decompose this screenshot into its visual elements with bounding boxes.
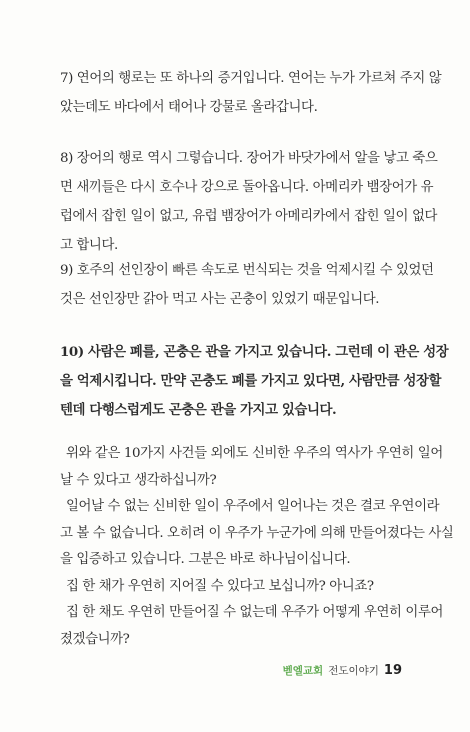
text-line: 위와 같은 10가지 사건들 외에도 신비한 우주의 역사가 우연히 일어	[66, 446, 443, 461]
text-line: 7) 연어의 행로는 또 하나의 증거입니다. 연어는 누가 가르쳐 주지 않	[60, 71, 442, 86]
page-footer	[283, 663, 402, 678]
paragraph-7	[60, 64, 442, 122]
series-title: 전도이야기	[328, 665, 379, 677]
text-line: 것은 선인장만 갉아 먹고 사는 곤충이 있었기 때문입니다.	[60, 292, 380, 307]
text-line: 고 합니다.	[60, 238, 118, 253]
text-line: 집 한 채가 우연히 지어질 수 있다고 보십니까? 아니죠?	[66, 578, 374, 594]
text-line: 럽에서 잡힌 일이 없고, 유럽 뱀장어가 아메리카에서 잡힌 일이 없다	[60, 209, 438, 224]
text-line: 9) 호주의 선인장이 빠른 속도로 번식되는 것을 억제시킬 수 있었던	[60, 263, 434, 278]
text-line: 을 억제시킵니다. 만약 곤충도 폐를 가지고 있다면, 사람만큼 성장할	[60, 373, 442, 389]
text-line: 집 한 채도 우연히 만들어질 수 없는데 우주가 어떻게 우연히 이루어	[66, 605, 444, 620]
paragraph-10	[60, 338, 449, 425]
text-line: 날 수 있다고 생각하십니까?	[60, 472, 217, 488]
paragraph-9	[60, 256, 434, 314]
text-line: 8) 장어의 행로 역시 그렇습니다. 장어가 바닷가에서 알을 낳고 죽으	[60, 151, 438, 166]
body-paragraph	[60, 441, 454, 653]
text-line: 일어날 수 없는 신비한 일이 우주에서 일어나는 것은 결코 우연이라	[66, 499, 440, 514]
text-line: 면 새끼들은 다시 호수나 강으로 돌아옵니다. 아메리카 뱀장어가 유	[60, 180, 434, 195]
page-number: 19	[383, 663, 402, 678]
church-name: 벧엘교회	[282, 665, 324, 677]
text-line: 았는데도 바다에서 태어나 강물로 올라갑니다.	[60, 100, 318, 115]
text-line: 졌겠습니까?	[60, 631, 130, 647]
text-line: 고 볼 수 없습니다. 오히려 이 우주가 누군가에 의해 만들어졌다는 사실	[60, 525, 454, 541]
text-line: 10) 사람은 폐를, 곤충은 관을 가지고 있습니다. 그런데 이 관은 성장	[60, 344, 449, 360]
text-line: 텐데 다행스럽게도 곤충은 관을 가지고 있습니다.	[60, 402, 337, 418]
text-line: 을 입증하고 있습니다. 그분은 바로 하나님이십니다.	[60, 552, 351, 567]
paragraph-8	[60, 144, 438, 260]
